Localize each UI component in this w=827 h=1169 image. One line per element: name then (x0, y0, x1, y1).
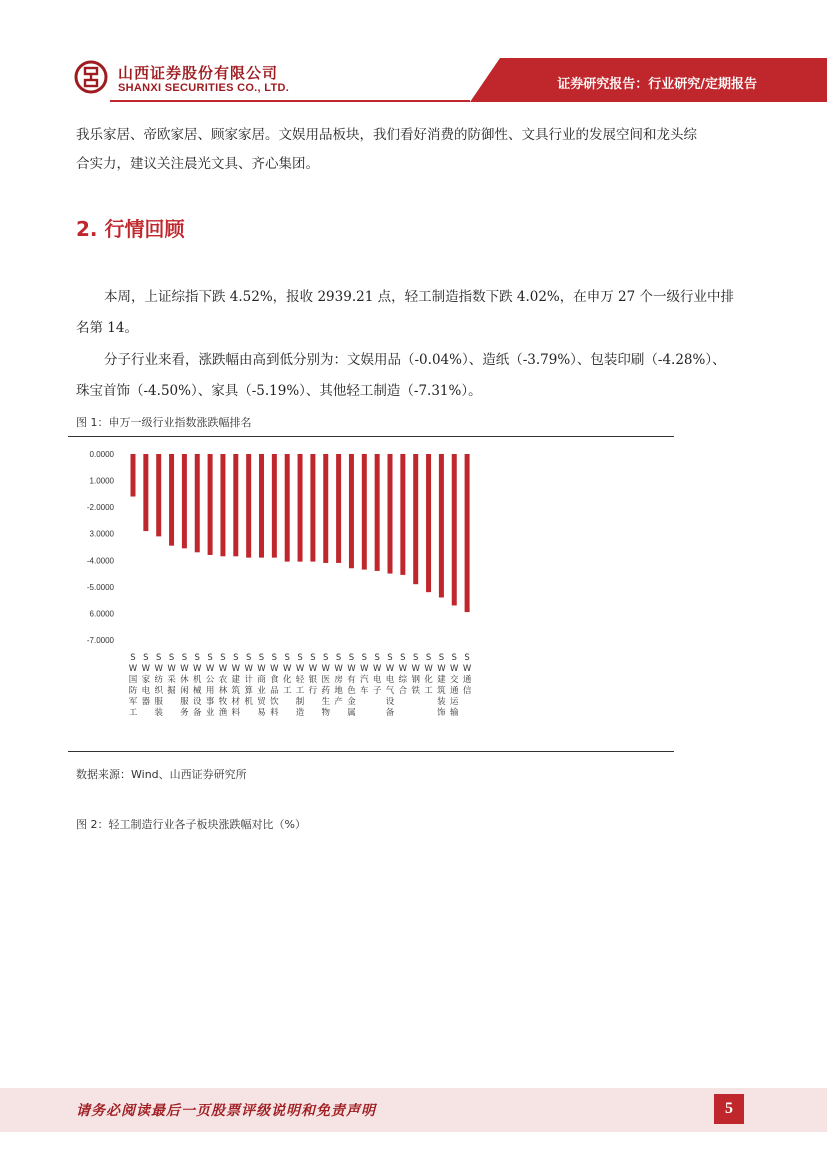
page-number: 5 (714, 1094, 744, 1124)
figure1-top-rule (68, 436, 674, 437)
bar (169, 454, 174, 546)
market-line-2: 名第 14。 (76, 320, 138, 336)
subsector-line-2: 珠宝首饰（-4.50%）、家具（-5.19%）、其他轻工制造（-7.31%）。 (76, 383, 482, 399)
x-tick-label: S W 采掘 (167, 653, 176, 696)
x-tick-label: S W 家电器 (141, 653, 151, 707)
intro-paragraph (76, 121, 752, 179)
bar (208, 454, 213, 555)
figure1-source: 数据来源：Wind、山西证券研究所 (76, 768, 247, 781)
bar (439, 454, 444, 597)
company-name-cn: 山西证券股份有限公司 (118, 64, 279, 82)
x-tick-label: S W 电子 (372, 653, 382, 696)
y-tick-label: 1.0000 (89, 476, 114, 486)
company-logo-icon (74, 60, 108, 94)
bar (323, 454, 328, 563)
intro-line-1: 我乐家居、帝欧家居、顾家家居。文娱用品板块，我们看好消费的防御性、文具行业的发展空间和龙头综 (76, 127, 697, 143)
subsector-line-1: 分子行业来看，涨跌幅由高到低分别为：文娱用品（-0.04%）、造纸（-3.79%）、包装印刷（-4.28%）、 (104, 352, 726, 368)
company-name-en: SHANXI SECURITIES CO., LTD. (118, 82, 290, 94)
section-title: 2. 行情回顾 (76, 217, 185, 241)
report-type: 证券研究报告：行业研究/定期报告 (557, 77, 757, 92)
bar (298, 454, 303, 562)
bar (413, 454, 418, 584)
market-line-1: 本周，上证综指下跌 4.52%，报收 2939.21 点，轻工制造指数下跌 4.02%，在申万 27 个一级行业中排 (104, 289, 735, 305)
bar (375, 454, 380, 571)
bar (452, 454, 457, 605)
bar (362, 454, 367, 570)
industry-ranking-chart (68, 442, 674, 752)
bar (310, 454, 315, 562)
bar (388, 454, 393, 574)
bar (233, 454, 238, 556)
x-tick-label: S W 建筑装饰 (437, 653, 446, 718)
x-tick-label: S W 国防军工 (128, 653, 138, 718)
y-tick-label: 0.0000 (89, 450, 114, 459)
x-tick-label: S W 银行 (308, 653, 318, 696)
figure1-caption: 图 1：申万一级行业指数涨跌幅排名 (76, 416, 252, 429)
bar (400, 454, 405, 575)
bar (272, 454, 277, 558)
x-tick-label: S W 机械设备 (192, 653, 202, 718)
x-tick-label: S W 纺织服装 (154, 653, 163, 718)
bar (220, 454, 225, 556)
intro-line-2: 合实力，建议关注晨光文具、齐心集团。 (76, 156, 319, 172)
y-tick-label: -7.0000 (86, 636, 114, 645)
x-tick-label: S W 计算机 (244, 653, 253, 707)
bar (246, 454, 251, 558)
x-tick-label: S W 通信 (462, 653, 472, 696)
bar (131, 454, 136, 497)
x-tick-label: S W 交通运输 (449, 653, 459, 718)
bar (336, 454, 341, 563)
x-tick-label: S W 汽车 (360, 653, 369, 696)
x-tick-label: S W 公用事业 (205, 653, 215, 718)
x-tick-label: S W 商业贸易 (257, 653, 266, 718)
y-tick-label: -2.0000 (86, 503, 114, 513)
bar (259, 454, 264, 558)
bar (156, 454, 161, 536)
x-tick-label: S W 有色金属 (347, 653, 356, 718)
bar (195, 454, 200, 552)
x-tick-label: S W 房地产 (334, 653, 343, 707)
y-tick-label: 6.0000 (89, 609, 114, 619)
x-tick-label: S W 医药生物 (321, 653, 331, 718)
x-tick-label: S W 农林牧渔 (218, 653, 228, 718)
x-tick-label: S W 建筑材料 (231, 653, 241, 718)
x-tick-label: S W 化工 (424, 653, 433, 696)
x-tick-label: S W 轻工制造 (295, 653, 305, 718)
x-tick-label: S W 休闲服务 (180, 653, 189, 718)
bar (143, 454, 148, 531)
bar (349, 454, 354, 568)
y-tick-label: -5.0000 (86, 582, 114, 592)
figure2-caption: 图 2：轻工制造行业各子板块涨跌幅对比（%） (76, 818, 306, 831)
x-tick-label: S W 钢铁 (411, 653, 420, 696)
bar (182, 454, 187, 548)
x-tick-label: S W 综合 (398, 653, 408, 696)
x-tick-label: S W 化工 (282, 653, 292, 696)
x-tick-label: S W 电气设备 (385, 653, 395, 718)
market-paragraph (76, 282, 752, 344)
bar (285, 454, 290, 562)
page-header (0, 0, 827, 102)
x-tick-label: S W 食品饮料 (270, 653, 279, 718)
figure1-bottom-rule (68, 751, 674, 752)
bar (426, 454, 431, 592)
y-tick-label: -4.0000 (86, 556, 114, 566)
bar (465, 454, 470, 612)
footer-disclaimer: 请务必阅读最后一页股票评级说明和免责声明 (76, 1103, 376, 1119)
y-tick-label: 3.0000 (89, 529, 114, 539)
subsector-paragraph (76, 345, 752, 407)
